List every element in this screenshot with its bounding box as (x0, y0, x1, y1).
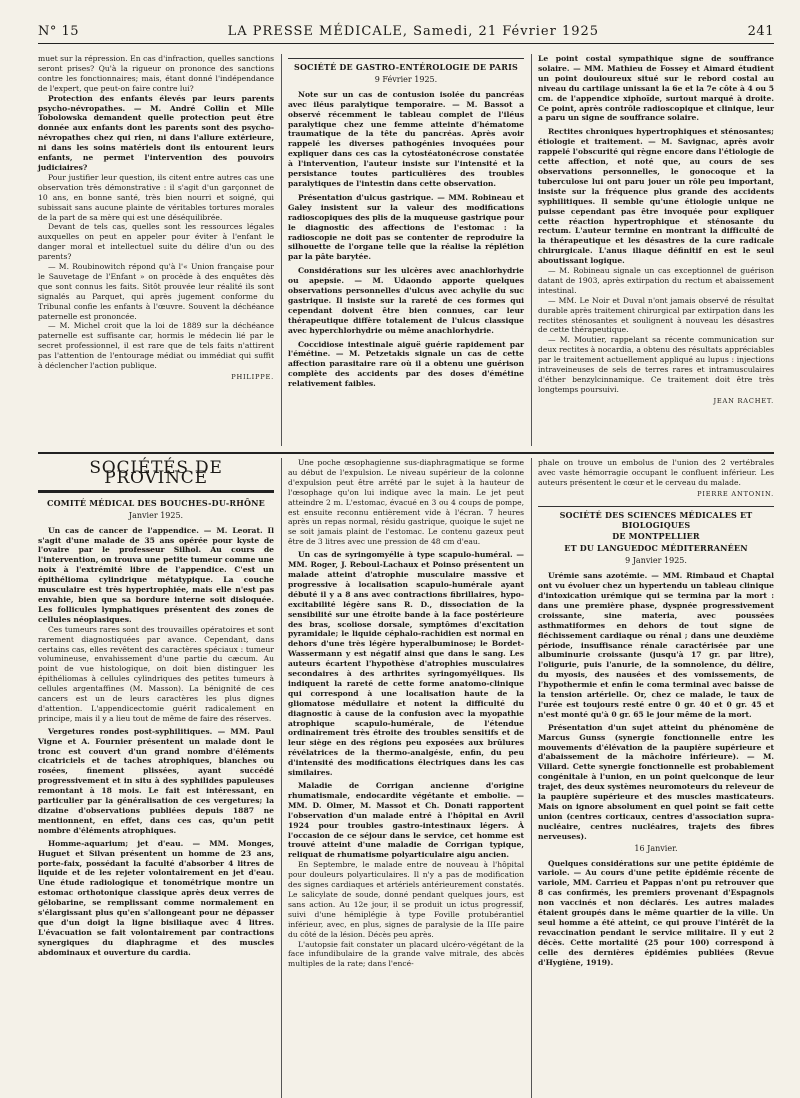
journal-title: LA PRESSE MÉDICALE, Samedi, 21 Février 1925 (227, 24, 600, 39)
paragraph: Quelques considérations sur une petite épidémie de variole. — Au cours d'une petite épidémie récente de variole, MM. Carrieu et Pappas n'ont pu retrouver que 8 cas confirmés, les premiers provenant d'Espagnols non vaccinés et non déclarés. Les autres malades étaient groupés dans le même quartier de la ville. Un seul homme a été atteint, ce qui prouve l'intérêt de la revaccination pendant le service militaire. Il y eut 2 décès. Cette mortalité (25 pour 100) correspond à celle des dernières épidémies publiées (Revue d'Hygiène, 1919). (538, 858, 774, 967)
paragraph: Ces tumeurs rares sont des trouvailles opératoires et sont rarement diagnostiquées par avance. Cependant, dans certains cas, elles revêtent des caractères spéciaux : tumeur volumineuse, envahissement d'une partie du cæcum. Au point de vue histologique, on doit bien distinguer les épithéliomas à cellules cylindriques des petites tumeurs à cellules argentaffines (M. Masson). La bénignité de ces cancers est un de leurs caractères les plus dignes d'attention. L'appendicectomie guérit radicalement en principe, mais il y a lieu tout de même de faire des réserves. (38, 624, 274, 723)
section-rule (288, 58, 524, 59)
paragraph: Protection des enfants élevés par leurs parents psycho-névropathes. — M. André Collin et Mlle Tobolowska demandent quelle protection peut être donnée aux enfants dont les parents sont des psycho-névropathes chez qui rien, ni dans l'allure extérieure, ni dans les soins matériels dont ils entourent leurs enfants, ne permet l'intervention des pouvoirs judiciaires? (38, 93, 274, 172)
section-heading: ET DU LANGUEDOC MÉDITERRANÉEN (564, 543, 748, 554)
column-2-bottom (288, 458, 524, 969)
section-date: 9 Janvier 1925. (625, 556, 687, 566)
column-3-bottom (538, 458, 774, 968)
paragraph: phale on trouve un embolus de l'union des 2 vertébrales avec vaste hémorragie occupant le confluent inférieur. Les auteurs présentent le cœur et le cerveau du malade. (538, 458, 774, 487)
section-date: Janvier 1925. (128, 510, 184, 520)
signature: PHILIPPE. (231, 373, 274, 381)
paragraph: Rectites chroniques hypertrophiques et sténosantes; étiologie et traitement. — M. Savignac, après avoir rappelé l'obscurité qui règne encore dans l'étiologie de cette affection, et noté que, au cours de ses observations personnelles, le gonocoque et la tuberculose lui ont paru jouer un rôle peu important, insiste sur la fréquence plus grande des accidents syphilitiques. Il semble qu'une étiologie unique ne puisse cependant pas être invoquée pour expliquer cette réaction hypertrophique et sténosante du rectum. L'auteur termine en montrant la difficulté de la thérapeutique et les désastres de la cure radicale chirurgicale. L'anus iliaque définitif en est le seul aboutissant logique. (538, 127, 774, 266)
paragraph: Présentation d'ulcus gastrique. — MM. Robineau et Galey insistent sur la valeur des modifications radioscopiques des plis de la muqueuse gastrique pour le diagnostic des affections de l'estomac : la radioscopie ne doit pas se contenter de reproduire la silhouette de l'organe telle que la réalise la réplétion par la pâte barytée. (288, 192, 524, 262)
paragraph: Maladie de Corrigan ancienne d'origine rhumatismale, endocardite végétante et embolie. — MM. D. Olmer, M. Massot et Ch. Donati rapportent l'observation d'un malade entré à l'hôpital en Avril 1924 pour troubles gastro-intestinaux légers. À l'occasion de ce séjour dans le service, cet homme est trouvé atteint d'une maladie de Corrigan typique, reliquat de rhumatisme polyarticulaire aigu ancien. (288, 781, 524, 860)
paragraph: L'autopsie fait constater un placard ulcéro-végétant de la face infundibulaire de la grande valve mitrale, des abcès multiples de la rate; dans l'encé- (288, 939, 524, 969)
paragraph: Un cas de syringomyélie à type scapulo-huméral. — MM. Roger, J. Reboul-Lachaux et Poinso présentent un malade atteint d'atrophie musculaire massive et progressive à localisation scapulo-humérale ayant débuté il y a 8 ans avec contractions fibrillaires, hypo-excitabilité légère sans R. D., dissociation de la sensibilité sur une étroite bande à la face postérieure des bras, scoliose dorsale, symptômes d'excitation pyramidale; le liquide céphalo-rachidien est normal en dehors d'une très légère hyperalbuminose; le Bordet-Wassermann y est négatif ainsi que dans le sang. Les auteurs écartent l'hypothèse d'atrophies musculaires secondaires à des arthrites syringomyéliques. Ils indiquent la rareté de cette forme anatomo-clinique qui correspond à une localisation haute de la gliomatose médullaire et notent la difficulté du diagnostic à cause de la confusion avec la myopathie atrophique scapulo-humérale, de l'étendue ordinairement très étroite des troubles sensitifs et de leur siège en des régions peu exposées aux brûlures révélatrices de la thermo-analgésie, enfin, du peu d'intensité des modifications électriques dans les cas similaires. (288, 550, 524, 778)
paragraph: — M. Roubinowitch répond qu'à l'« Union française pour le Sauvetage de l'Enfant » on procède à des enquêtes dès que sont connus les faits. Sitôt prouvée leur réalité ils sont signalés au Parquet, qui après jugement conforme du Tribunal confie les enfants à l'œuvre. Souvent la déchéance paternelle est prononcée. (38, 262, 274, 321)
paragraph: Le point costal sympathique signe de souffrance solaire. — MM. Mathieu de Fossey et Aimard étudient un point douloureux situé sur le rebord costal au niveau du cartilage unissant la 6e et la 7e côte à 4 ou 5 cm. de l'appendice xiphoïde, surtout marqué à droite. Ce point, après contrôle radioscopique et clinique, leur a paru un signe de souffrance solaire. (538, 54, 774, 123)
signature: JEAN RACHET. (713, 396, 774, 405)
section-heading: DE MONTPELLIER (612, 531, 700, 542)
column-rule (281, 458, 282, 1098)
paragraph: — M. Robineau signale un cas exceptionnel de guérison datant de 1903, après extirpation du rectum et abaissement intestinal. (538, 266, 774, 295)
page-header (38, 24, 774, 44)
section-divider (38, 452, 774, 454)
issue-number: N° 15 (38, 24, 80, 39)
paragraph: Considérations sur les ulcères avec anachlorhydrie ou apepsie. — M. Udaondo apporte quelques observations personnelles d'ulcus avec achylie du suc gastrique. Il insiste sur la rareté de ces formes qui cependant doivent être bien connues, car leur thérapeutique diffère totalement de l'ulcus classique avec hyperchlorhydrie ou même anachlorhydrie. (288, 266, 524, 335)
paragraph: — MM. Le Noir et Duval n'ont jamais observé de résultat durable après traitement chirurgical par extirpation dans les rectites sténosantes et soulignent à nouveau les désastres de cette thérapeutique. (538, 295, 774, 335)
paragraph: Devant de tels cas, quelles sont les ressources légales auxquelles on peut en appeler pour éviter à l'enfant le danger moral et intellectuel suite du délire d'un ou des parents? (38, 222, 274, 262)
section-date: 16 Janvier. (634, 843, 678, 853)
paragraph: Coccidiose intestinale aiguë guérie rapidement par l'émétine. — M. Petzetakis signale un cas de cette affection parasitaire rare où il a obtenu une guérison complète des accidents par des doses d'émétine relativement faibles. (288, 339, 524, 389)
section-rule (538, 506, 774, 507)
section-heading: SOCIÉTÉ DE GASTRO-ENTÉROLOGIE DE PARIS (294, 62, 518, 72)
section-title: SOCIÉTÉS DE PROVINCE (89, 458, 223, 488)
title-rule (38, 490, 274, 493)
paragraph: En Septembre, le malade entre de nouveau à l'hôpital pour douleurs polyarticulaires. Il n'y a pas de modification des signes cardiaques et artériels antérieurement constatés. Le salicylate de soude, donné pendant quelques jours, est sans action. Au 12e jour, il se produit un ictus progressif, suivi d'une hémiplégie à type Foville protubérantiel inférieur, avec, en plus, signes de paralysie de la IIIe paire du côté de la lésion. Décès peu après. (288, 860, 524, 939)
paragraph: Urémie sans azotémie. — MM. Rimbaud et Chaptal ont vu évoluer chez un hypertendu un tableau clinique d'intoxication urémique qui se termina par la mort : dans une première phase, dyspnée progressivement croissante, sine materia, avec poussées asthmatiformes en dehors de tout signe de fléchissement cardiaque ou rénal ; dans une deuxième période, insuffisance rénale caractérisée par une albuminurie croissante (jusqu'à 17 gr. par litre), l'oligurie, puis l'anurie, de la somnolence, du délire, du myosis, des nausées et des vomissements, de l'hypothermie et enfin le coma terminal avec baisse de la tension artérielle. Or, chez ce malade, le taux de l'urée est toujours resté entre 0 gr. 40 et 0 gr. 45 et n'est monté qu'à 0 gr. 65 le jour même de la mort. (538, 571, 774, 719)
paragraph: — M. Moutier, rappelant sa récente communication sur deux rectites à nocardia, a obtenu des résultats appréciables par le traitement actuellement appliqué au lupus : injections intraveineuses de sels de terres rares et intramusculaires d'éther benzylcinnamique. Ce traitement doit être très longtemps poursuivi. (538, 335, 774, 394)
column-rule (531, 54, 532, 446)
column-1-top (38, 54, 274, 383)
paragraph: muet sur la répression. En cas d'infraction, quelles sanctions seront prises? Qu'à la rigueur on prononce des sanctions contre les fonctionnaires; mais, étant donné l'indépendance de l'expert, que peut-on faire contre lui? (38, 54, 274, 93)
column-2-top (288, 54, 524, 389)
section-date: 9 Février 1925. (374, 74, 438, 84)
column-1-bottom (38, 458, 274, 958)
column-rule (531, 458, 532, 1098)
paragraph: Homme-aquarium; jet d'eau. — MM. Monges, Huguet et Silvan présentent un homme de 23 ans, porte-faix, possédant la faculté d'absorber 4 litres de liquide et de les rejeter volontairement en jet d'eau. Une étude radiologique et tonométrique montre un estomac orthotonique classique après deux verres de gélobarine, se remplissant comme normalement en s'élargissant plus qu'en s'allongeant pour ne dépasser que d'un doigt la ligne bisiliaque avec 4 litres. L'évacuation se fait volontairement par contractions synergiques du diaphragme et des muscles abdominaux et ouverture du cardia. (38, 838, 274, 957)
page-number: 241 (747, 24, 774, 39)
paragraph: Note sur un cas de contusion isolée du pancréas avec iléus paralytique temporaire. — M. Bassot a observé récemment le tableau complet de l'iléus paralytique chez une femme atteinte d'hématome traumatique de la tête du pancréas. Après avoir rappelé les diverses pathogénies invoquées pour expliquer dans ces cas la cytostéatonécrose constatée à l'intervention, l'auteur insiste sur l'intensité et la persistance toutes particulières des troubles paralytiques de l'intestin dans cette observation. (288, 89, 524, 188)
paragraph: — M. Michel croit que la loi de 1889 sur la déchéance paternelle est suffisante car, hormis le médecin lié par le secret professionnel, il est rare que de tels faits n'attirent pas l'attention de l'entourage médiat ou immédiat qui suffit à déclencher l'action publique. (38, 321, 274, 371)
section-heading: COMITÉ MÉDICAL DES BOUCHES-DU-RHÔNE (47, 497, 265, 508)
paragraph: Vergetures rondes post-syphilitiques. — MM. Paul Vigne et A. Fournier présentent un malade dont le tronc est couvert d'un grand nombre d'éléments cicatriciels et de taches atrophiques, blanches ou rosées, finement plissées, ayant succédé progressivement et in situ à des syphilides papuleuses remontant à 18 mois. Le fait est intéressant, en particulier par la généralisation de ces vergetures; la dizaine d'observations publiées depuis 1887 ne mentionnent, en effet, dans ces cas, qu'un petit nombre d'éléments atrophiques. (38, 726, 274, 835)
newspaper-page (38, 24, 774, 1070)
paragraph: Un cas de cancer de l'appendice. — M. Leorat. Il s'agit d'une malade de 35 ans opérée pour kyste de l'ovaire par le professeur Silhol. Au cours de l'intervention, on trouva une petite tumeur comme une noix à l'extrémité libre de l'appendice. C'est un épithélioma cylindrique métatypique. La couche musculaire est très hypertrophiée, mais elle n'est pas envahie, bien que sa bordure interne soit disloquée. Les follicules lymphatiques présentent des zones de cellules néoplasiques. (38, 525, 274, 624)
column-rule (281, 54, 282, 446)
paragraph: Présentation d'un sujet atteint du phénomène de Marcus Gunss (synergie fonctionnelle entre les mouvements d'élévation de la paupière supérieure et d'abaissement de la mâchoire inférieure). — M. Villard. Cette synergie fonctionnelle est probablement congénitale à l'union, en un point quelconque de leur trajet, des deux systèmes neuromoteurs du releveur de la paupière supérieure et des muscles masticateurs. Mais on ignore absolument en quel point se fait cette union (centres corticaux, centres d'association supra-nucléaire, centres nucléaires, trajets des fibres nerveuses). (538, 722, 774, 841)
signature: PIERRE ANTONIN. (697, 489, 774, 498)
column-3-top (538, 54, 774, 407)
section-heading: SOCIÉTÉ DES SCIENCES MÉDICALES ET BIOLOGIQUES (559, 509, 753, 530)
paragraph: Une poche œsophagienne sus-diaphragmatique se forme au début de l'expulsion. Le niveau supérieur de la colonne d'expulsion peut être arrêté par le sujet à la hauteur de l'œsophage qu'on lui indique avec la main. Le jet peut atteindre 2 m. L'estomac, évacué en 3 ou 4 coups de pompe, est ensuite reconnu entièrement vide à l'écran. 7 heures après un repas normal, résidu gastrique, quoique le sujet ne se soit jamais plaint de l'estomac. Le contenu gazeux peut être de 3 litres avec une pression de 48 cm d'eau. (288, 458, 524, 547)
paragraph: Pour justifier leur question, ils citent entre autres cas une observation très démonstrative : il s'agit d'un garçonnet de 10 ans, en bonne santé, très bien nourri et soigné, qui subissait sans aucune plainte de véritables tortures morales de la part de sa mère qui est une déséquilibrée. (38, 172, 274, 222)
